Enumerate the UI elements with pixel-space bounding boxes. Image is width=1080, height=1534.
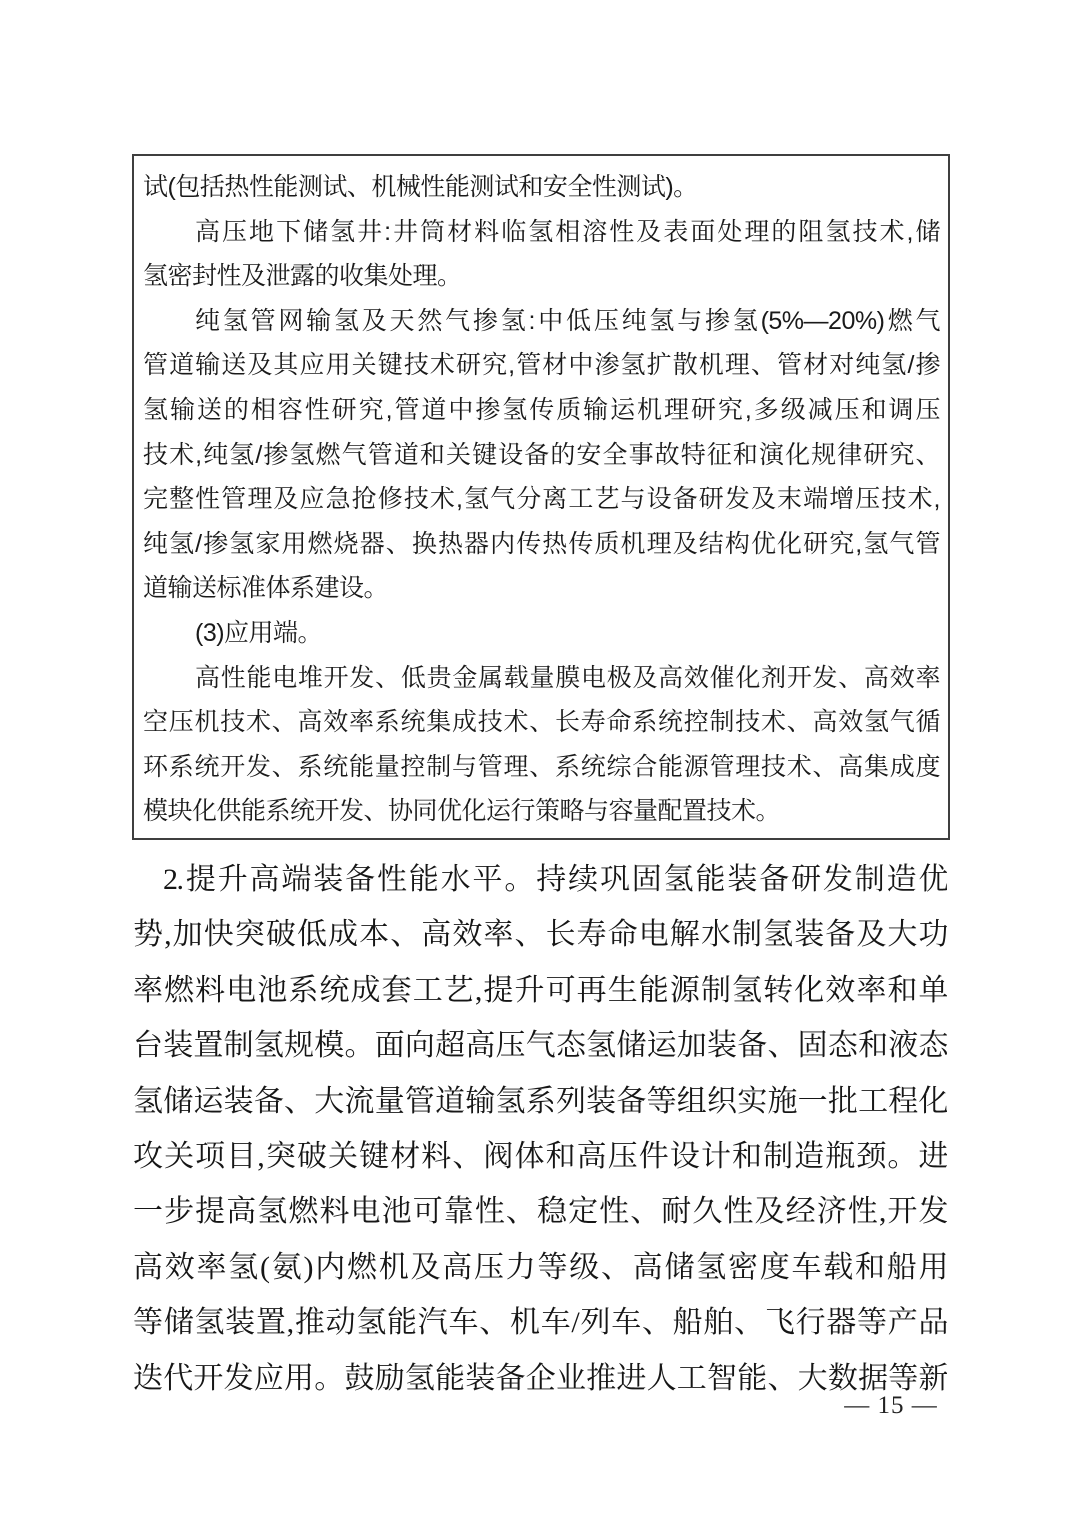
box-text-line: 空压机技术、高效率系统集成技术、长寿命系统控制技术、高效氢气循 bbox=[143, 708, 940, 737]
box-text-line: 试(包括热性能测试、机械性能测试和安全性测试)。 bbox=[143, 173, 698, 201]
bordered-text-box bbox=[132, 154, 950, 840]
body-text-line: 高效率氢(氨)内燃机及高压力等级、高储氢密度车载和船用 bbox=[133, 1250, 947, 1284]
box-text-line: 管道输送及其应用关键技术研究,管材中渗氢扩散机理、管材对纯氢/掺 bbox=[143, 351, 940, 380]
body-text-line: 台装置制氢规模。面向超高压气态氢储运加装备、固态和液态 bbox=[133, 1029, 947, 1063]
body-paragraph bbox=[133, 852, 947, 1406]
box-text-line: 纯氢/掺氢家用燃烧器、换热器内传热传质机理及结构优化研究,氢气管 bbox=[143, 529, 940, 558]
box-text-line: 完整性管理及应急抢修技术,氢气分离工艺与设备研发及末端增压技术, bbox=[143, 485, 940, 514]
body-text-line: 一步提高氢燃料电池可靠性、稳定性、耐久性及经济性,开发 bbox=[133, 1195, 947, 1229]
box-text-line: 氢密封性及泄露的收集处理。 bbox=[143, 262, 462, 291]
box-text-line: 高性能电堆开发、低贵金属载量膜电极及高效催化剂开发、高效率 bbox=[195, 663, 940, 692]
body-text-line: 率燃料电池系统成套工艺,提升可再生能源制氢转化效率和单 bbox=[133, 973, 947, 1007]
body-text-line: 2.提升高端装备性能水平。持续巩固氢能装备研发制造优 bbox=[163, 863, 947, 896]
box-text-line: 环系统开发、系统能量控制与管理、系统综合能源管理技术、高集成度 bbox=[143, 752, 940, 781]
box-text-line: 氢输送的相容性研究,管道中掺氢传质输运机理研究,多级减压和调压 bbox=[143, 395, 940, 424]
body-text-line: 迭代开发应用。鼓励氢能装备企业推进人工智能、大数据等新 bbox=[133, 1361, 947, 1395]
box-text-line: 道输送标准体系建设。 bbox=[143, 574, 389, 603]
body-text-line: 等储氢装置,推动氢能汽车、机车/列车、船舶、飞行器等产品 bbox=[133, 1306, 947, 1340]
box-text-line: (3)应用端。 bbox=[195, 618, 323, 647]
body-text-line: 攻关项目,突破关键材料、阀体和高压件设计和制造瓶颈。进 bbox=[133, 1139, 947, 1173]
page-number: — 15 — bbox=[844, 1392, 938, 1419]
box-text-line: 高压地下储氢井:井筒材料临氢相溶性及表面处理的阻氢技术,储 bbox=[195, 217, 940, 246]
body-text-line: 势,加快突破低成本、高效率、长寿命电解水制氢装备及大功 bbox=[133, 918, 947, 952]
body-text-line: 氢储运装备、大流量管道输氢系列装备等组织实施一批工程化 bbox=[133, 1084, 947, 1118]
box-text-line: 纯氢管网输氢及天然气掺氢:中低压纯氢与掺氢(5%—20%)燃气 bbox=[195, 306, 940, 335]
box-text-line: 模块化供能系统开发、协同优化运行策略与容量配置技术。 bbox=[143, 797, 781, 826]
box-text-line: 技术,纯氢/掺氢燃气管道和关键设备的安全事故特征和演化规律研究、 bbox=[143, 440, 940, 469]
